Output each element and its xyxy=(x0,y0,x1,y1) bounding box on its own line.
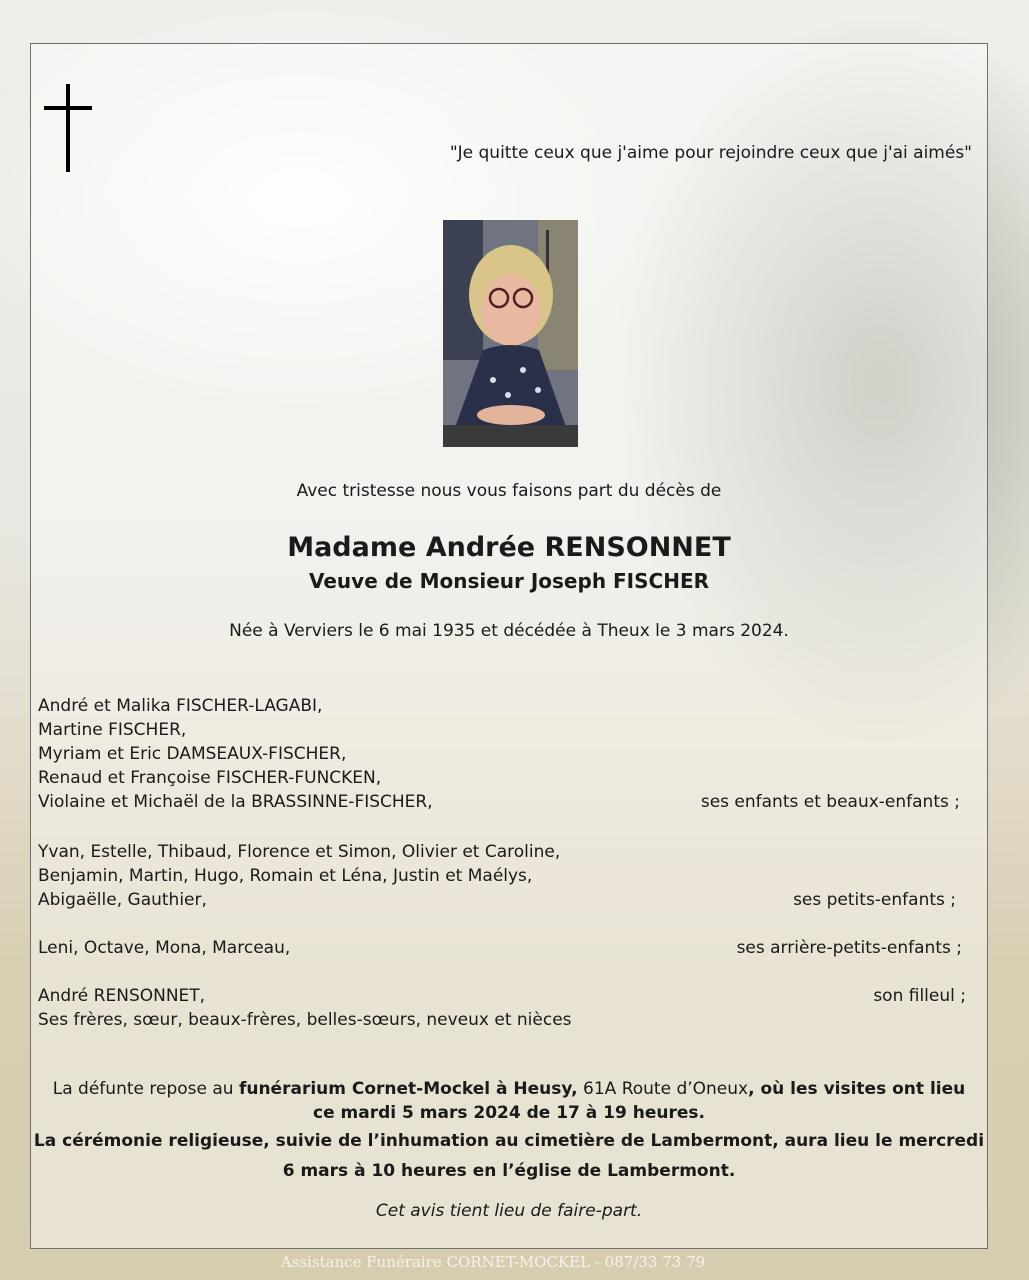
family-line xyxy=(38,888,968,912)
ceremony-notice xyxy=(30,1125,988,1183)
repose-place: funérarium Cornet-Mockel à Heusy, xyxy=(238,1079,578,1099)
widow-of: Veuve de Monsieur Joseph FISCHER xyxy=(308,569,710,593)
portrait-photo xyxy=(443,220,578,447)
latin-cross-icon xyxy=(44,84,92,172)
relation-label: ses arrière-petits-enfants ; xyxy=(736,938,962,958)
portrait-illustration xyxy=(443,220,578,447)
closing-text: Cet avis tient lieu de faire-part. xyxy=(375,1201,643,1221)
family-line xyxy=(38,984,968,1008)
grandchildren-group xyxy=(38,840,968,912)
family-line xyxy=(38,790,968,814)
repose-prefix: La défunte repose au xyxy=(52,1079,239,1099)
ceremony-line: 6 mars à 10 heures en l’église de Lambermont. xyxy=(282,1161,736,1181)
repose-visits: , où les visites ont lieu xyxy=(748,1079,966,1099)
family-line: Yvan, Estelle, Thibaud, Florence et Simon, Olivier et Caroline, xyxy=(38,842,561,862)
footer-credit: Assistance Funéraire CORNET-MOCKEL - 087/33 73 79 xyxy=(280,1253,706,1271)
epigraph-quote: "Je quitte ceux que j'aime pour rejoindre ceux que j'ai aimés" xyxy=(449,143,972,163)
family-line: Martine FISCHER, xyxy=(38,720,187,740)
family-names: Violaine et Michaël de la BRASSINNE-FISCHER, xyxy=(38,792,433,812)
relation-label: ses enfants et beaux-enfants ; xyxy=(700,792,960,812)
relation-label: ses petits-enfants ; xyxy=(793,890,956,910)
family-names: Abigaëlle, Gauthier, xyxy=(38,890,207,910)
repose-address: 61A Route d’Oneux xyxy=(577,1079,749,1099)
family-line xyxy=(38,936,968,960)
family-line: Renaud et Françoise FISCHER-FUNCKEN, xyxy=(38,768,382,788)
family-names: Leni, Octave, Mona, Marceau, xyxy=(38,938,291,958)
family-names: André RENSONNET, xyxy=(38,986,206,1006)
children-group xyxy=(38,694,968,814)
repose-line xyxy=(30,1077,988,1101)
family-line: André et Malika FISCHER-LAGABI, xyxy=(38,696,323,716)
family-line: Ses frères, sœur, beaux-frères, belles-sœurs, neveux et nièces xyxy=(38,1010,572,1030)
family-line: Benjamin, Martin, Hugo, Romain et Léna, Justin et Maélys, xyxy=(38,866,533,886)
intro-text: Avec tristesse nous vous faisons part du décès de xyxy=(296,481,722,501)
birth-death-dates: Née à Verviers le 6 mai 1935 et décédée à Theux le 3 mars 2024. xyxy=(229,621,789,641)
deceased-name: Madame Andrée RENSONNET xyxy=(287,532,731,563)
great-grandchildren-group xyxy=(38,936,968,960)
repose-notice xyxy=(30,1077,988,1125)
visits-time: ce mardi 5 mars 2024 de 17 à 19 heures. xyxy=(313,1103,705,1123)
godson-group xyxy=(38,984,968,1032)
family-line: Myriam et Eric DAMSEAUX-FISCHER, xyxy=(38,744,347,764)
ceremony-line: La cérémonie religieuse, suivie de l’inhumation au cimetière de Lambermont, aura lieu le mercredi xyxy=(33,1131,985,1151)
relation-label: son filleul ; xyxy=(873,986,966,1006)
